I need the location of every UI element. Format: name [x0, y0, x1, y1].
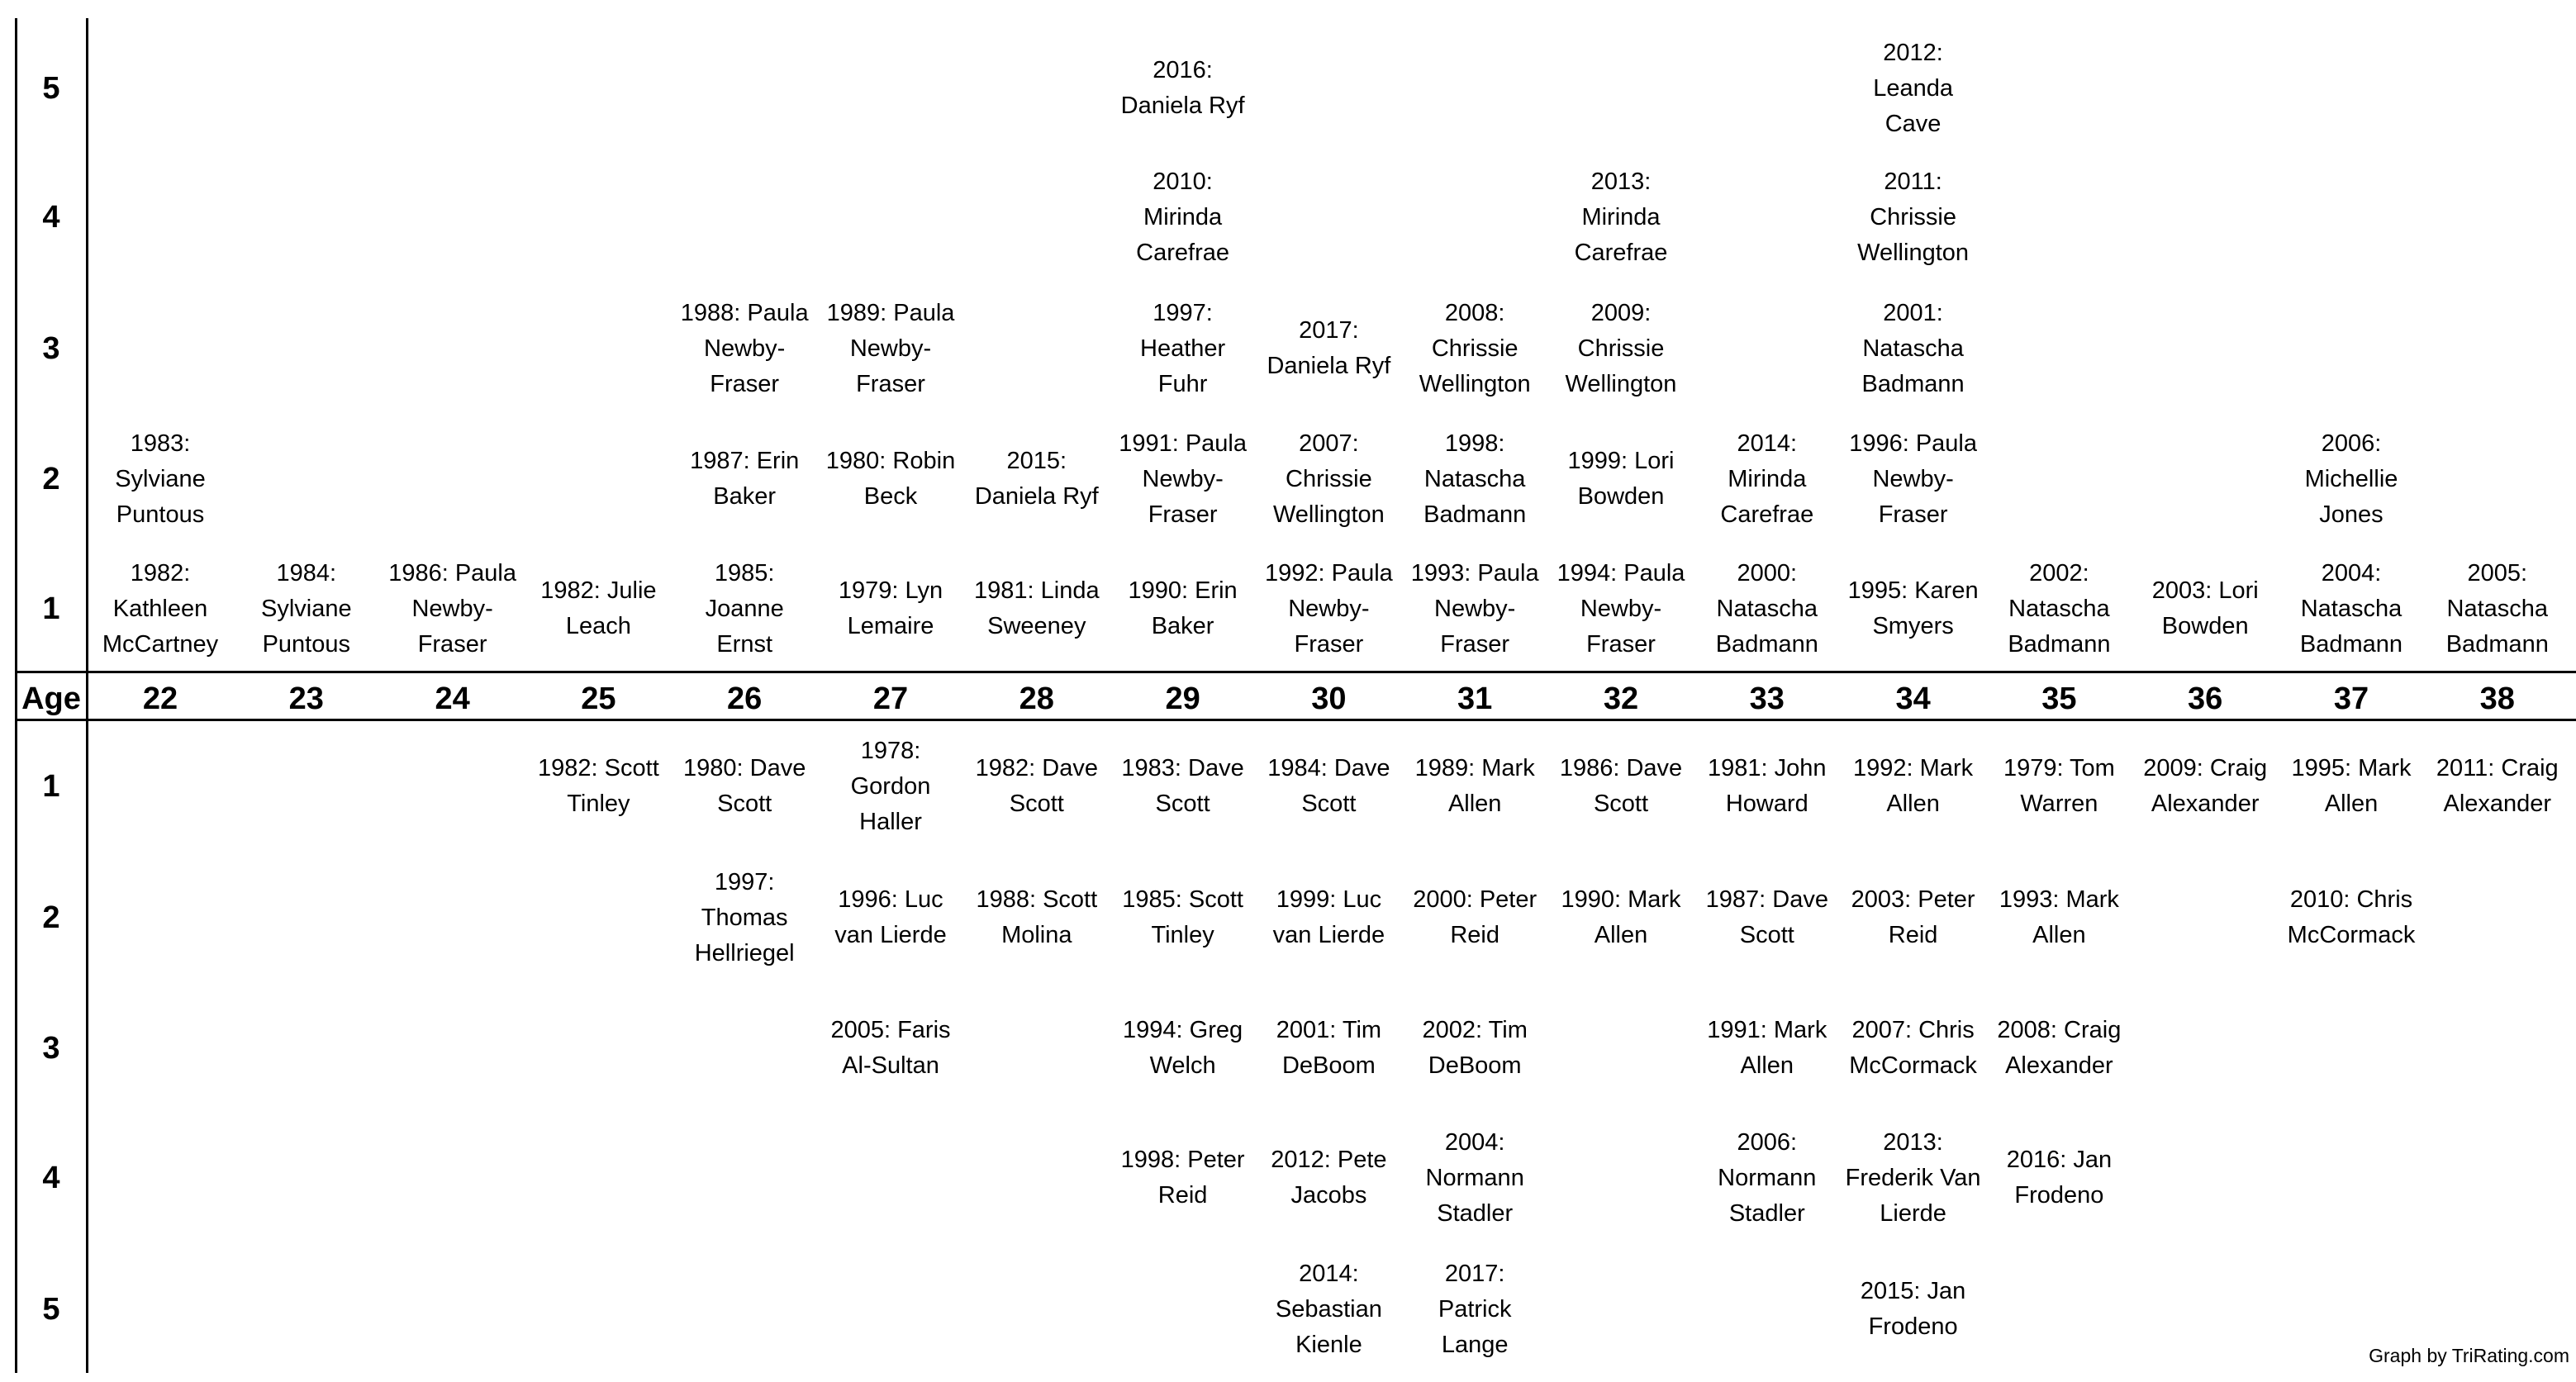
women-winner-entry: 1985: Joanne Ernst	[705, 559, 784, 658]
women-winner-entry: 1986: Paula Newby-Fraser	[388, 559, 516, 658]
women-winner-entry: 2004: Natascha Badmann	[2299, 559, 2403, 658]
men-winner-entry: 1994: Greg Welch	[1123, 1017, 1243, 1079]
men-winner-entry: 1981: John Howard	[1708, 755, 1827, 817]
men-winner-entry: 2000: Peter Reid	[1413, 886, 1538, 948]
women-winner-entry: 2006: Michellie Jones	[2304, 430, 2398, 528]
women-winner-entry: 1993: Paula Newby-Fraser	[1410, 559, 1539, 658]
men-winner-entry: 2016: Jan Frodeno	[2006, 1147, 2113, 1209]
women-winner-entry: 2015: Daniela Ryf	[974, 448, 1099, 510]
age-tick-label: 34	[1895, 682, 1931, 716]
age-tick-label: 38	[2479, 682, 2515, 716]
men-rank-label: 1	[42, 769, 60, 804]
age-tick-label: 32	[1603, 682, 1639, 716]
women-winner-entry: 2012: Leanda Cave	[1873, 39, 1953, 137]
women-winner-entry: 2009: Chrissie Wellington	[1565, 299, 1677, 397]
women-winner-entry: 2014: Mirinda Carefrae	[1720, 430, 1814, 528]
women-winner-entry: 1994: Paula Newby-Fraser	[1557, 559, 1685, 658]
age-tick-label: 33	[1749, 682, 1785, 716]
women-winner-entry: 1998: Natascha Badmann	[1423, 430, 1527, 528]
women-winner-entry: 2003: Lori Bowden	[2151, 577, 2259, 639]
women-winner-entry: 1997: Heather Fuhr	[1140, 299, 1226, 397]
women-winner-entry: 2010: Mirinda Carefrae	[1136, 168, 1229, 266]
women-winner-entry: 2001: Natascha Badmann	[1861, 299, 1965, 397]
women-winner-entry: 1991: Paula Newby-Fraser	[1119, 430, 1247, 528]
age-tick-label: 22	[142, 682, 178, 716]
age-tick-label: 36	[2188, 682, 2223, 716]
age-tick-label: 31	[1457, 682, 1493, 716]
men-winner-entry: 2004: Normann Stadler	[1425, 1128, 1524, 1227]
age-tick-label: 37	[2333, 682, 2369, 716]
header-top-line	[15, 671, 2576, 673]
women-winner-entry: 2008: Chrissie Wellington	[1419, 299, 1531, 397]
men-winner-entry: 2005: Faris Al-Sultan	[830, 1017, 951, 1079]
men-winner-entry: 1984: Dave Scott	[1267, 755, 1390, 817]
men-winner-entry: 2002: Tim DeBoom	[1422, 1017, 1528, 1079]
men-winner-entry: 2003: Peter Reid	[1851, 886, 1975, 948]
women-winner-entry: 2013: Mirinda Carefrae	[1574, 168, 1668, 266]
left-border	[15, 18, 17, 1373]
women-winner-entry: 2005: Natascha Badmann	[2445, 559, 2549, 658]
men-winner-entry: 1998: Peter Reid	[1120, 1147, 1245, 1209]
women-winner-entry: 1995: Karen Smyers	[1847, 577, 1979, 639]
men-rank-label: 5	[42, 1292, 60, 1327]
women-winner-entry: 1989: Paula Newby-Fraser	[826, 299, 955, 397]
men-winner-entry: 2010: Chris McCormack	[2287, 886, 2416, 948]
men-winner-entry: 1979: Tom Warren	[2003, 755, 2115, 817]
women-winner-entry: 1979: Lyn Lemaire	[838, 577, 943, 639]
age-tick-label: 23	[288, 682, 324, 716]
age-tick-label: 28	[1019, 682, 1054, 716]
women-rank-label: 4	[42, 200, 60, 235]
women-winner-entry: 2007: Chrissie Wellington	[1272, 430, 1385, 528]
women-winner-entry: 1984: Sylviane Puntous	[260, 559, 352, 658]
women-winner-entry: 1988: Paula Newby-Fraser	[680, 299, 809, 397]
axis-line	[86, 18, 88, 1373]
men-winner-entry: 1982: Scott Tinley	[538, 755, 659, 817]
women-winner-entry: 1992: Paula Newby-Fraser	[1264, 559, 1393, 658]
age-tick-label: 26	[727, 682, 763, 716]
age-tick-label: 25	[581, 682, 616, 716]
men-winner-entry: 1985: Scott Tinley	[1122, 886, 1243, 948]
men-winner-entry: 1989: Mark Allen	[1414, 755, 1535, 817]
men-winner-entry: 1993: Mark Allen	[1999, 886, 2119, 948]
women-winner-entry: 2011: Chrissie Wellington	[1857, 168, 1970, 266]
women-winner-entry: 2000: Natascha Badmann	[1715, 559, 1818, 658]
women-winner-entry: 1987: Erin Baker	[690, 448, 800, 510]
men-winner-entry: 1999: Luc van Lierde	[1272, 886, 1385, 948]
men-winner-entry: 1978: Gordon Haller	[850, 737, 931, 835]
women-rank-label: 5	[42, 71, 60, 106]
men-winner-entry: 1992: Mark Allen	[1853, 755, 1974, 817]
women-winner-entry: 1981: Linda Sweeney	[974, 577, 1100, 639]
women-rank-label: 1	[42, 591, 60, 626]
men-winner-entry: 2008: Craig Alexander	[1997, 1017, 2122, 1079]
men-winner-entry: 2012: Pete Jacobs	[1271, 1147, 1387, 1209]
men-winner-entry: 1995: Mark Allen	[2291, 755, 2412, 817]
age-tick-label: 30	[1311, 682, 1347, 716]
men-winner-entry: 1983: Dave Scott	[1121, 755, 1244, 817]
men-winner-entry: 1991: Mark Allen	[1707, 1017, 1827, 1079]
men-winner-entry: 2011: Craig Alexander	[2436, 755, 2559, 817]
men-winner-entry: 1997: Thomas Hellriegel	[694, 868, 795, 966]
credit-text: Graph by TriRating.com	[2369, 1345, 2569, 1366]
men-winner-entry: 2001: Tim DeBoom	[1276, 1017, 1382, 1079]
women-winner-entry: 1983: Sylviane Puntous	[115, 430, 206, 528]
men-winner-entry: 1982: Dave Scott	[975, 755, 1098, 817]
women-winner-entry: 1980: Robin Beck	[825, 448, 956, 510]
age-tick-label: 27	[872, 682, 909, 716]
men-winner-entry: 2007: Chris McCormack	[1849, 1017, 1977, 1079]
women-winner-entry: 1999: Lori Bowden	[1567, 448, 1675, 510]
men-rank-label: 3	[42, 1031, 60, 1066]
women-rank-label: 3	[42, 331, 60, 366]
men-winner-entry: 2013: Frederik Van Lierde	[1845, 1128, 1981, 1227]
women-winner-entry: 1982: Julie Leach	[540, 577, 657, 639]
age-header-label: Age	[21, 682, 81, 716]
women-winner-entry: 1996: Paula Newby-Fraser	[1849, 430, 1977, 528]
men-winner-entry: 1980: Dave Scott	[683, 755, 806, 817]
men-rank-label: 2	[42, 900, 60, 935]
women-winner-entry: 1990: Erin Baker	[1128, 577, 1238, 639]
age-tick-label: 29	[1165, 682, 1200, 716]
age-tick-label: 35	[2041, 682, 2077, 716]
women-winner-entry: 1982: Kathleen McCartney	[102, 559, 219, 658]
men-winner-entry: 2009: Craig Alexander	[2143, 755, 2268, 817]
age-tick-label: 24	[435, 682, 470, 716]
men-winner-entry: 1986: Dave Scott	[1559, 755, 1683, 817]
men-winner-entry: 1996: Luc van Lierde	[834, 886, 947, 948]
men-winner-entry: 2017: Patrick Lange	[1438, 1260, 1512, 1358]
men-winner-entry: 2015: Jan Frodeno	[1860, 1278, 1966, 1340]
men-winner-entry: 1987: Dave Scott	[1705, 886, 1828, 948]
men-rank-label: 4	[42, 1161, 60, 1195]
men-winner-entry: 1988: Scott Molina	[976, 886, 1098, 948]
header-bottom-line	[15, 719, 2576, 721]
women-winner-entry: 2002: Natascha Badmann	[2008, 559, 2111, 658]
men-winner-entry: 2014: Sebastian Kienle	[1275, 1260, 1382, 1358]
women-winner-entry: 2016: Daniela Ryf	[1120, 57, 1245, 119]
women-winner-entry: 2017: Daniela Ryf	[1267, 317, 1391, 379]
men-winner-entry: 1990: Mark Allen	[1561, 886, 1681, 948]
men-winner-entry: 2006: Normann Stadler	[1718, 1128, 1817, 1227]
women-rank-label: 2	[42, 462, 60, 496]
